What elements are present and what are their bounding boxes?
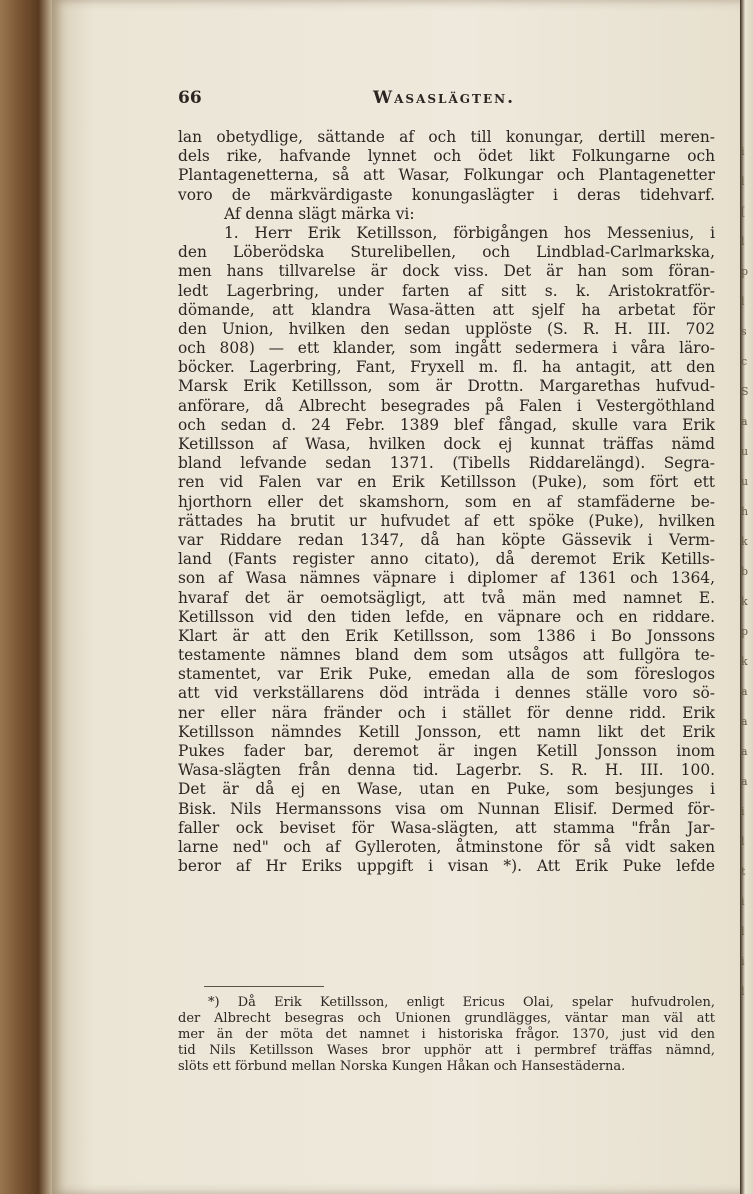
text-line: Bisk. Nils Hermanssons visa om Nunnan Elisif. Dermed för- bbox=[178, 799, 715, 818]
book-spine bbox=[0, 0, 55, 1194]
text-line: beror af Hr Eriks uppgift i visan *). Att Erik Puke lefde bbox=[178, 857, 715, 876]
edge-letter: l bbox=[741, 835, 745, 848]
text-line: Wasa-slägten från denna tid. Lagerbr. S. R. H. III. 100. bbox=[178, 761, 715, 780]
text-line: ren vid Falen var en Erik Ketillsson (Puke), som fört ett bbox=[178, 473, 715, 492]
text-line: Klart är att den Erik Ketillsson, som 1386 i Bo Jonssons bbox=[178, 626, 715, 645]
main-text bbox=[178, 128, 715, 876]
text-line: land (Fants register anno citato), då deremot Erik Ketills- bbox=[178, 550, 715, 569]
footnote-rule bbox=[204, 986, 324, 987]
edge-letter: a bbox=[741, 415, 748, 428]
edge-letter: b bbox=[741, 565, 749, 578]
edge-letter: S bbox=[741, 385, 749, 398]
edge-letter: p bbox=[741, 265, 749, 278]
text-line: dels rike, hafvande lynnet och ödet likt Folkungarne och bbox=[178, 147, 715, 166]
edge-letter: a bbox=[741, 745, 748, 758]
edge-letter: i bbox=[741, 955, 745, 968]
text-line: och 808) — ett klander, som ingått sedermera i våra läro- bbox=[178, 339, 715, 358]
edge-letter: l bbox=[741, 985, 745, 998]
text-line: Pukes fader bar, deremot är ingen Ketill Jonsson inom bbox=[178, 742, 715, 760]
edge-letter: i bbox=[741, 805, 745, 818]
text-line: testamente nämnes bland dem som utsågos att fullgöra te- bbox=[178, 646, 715, 665]
edge-letter: p bbox=[741, 625, 749, 638]
text-line: larne ned" och af Gylleroten, åtminstone för så vidt saken bbox=[178, 837, 715, 856]
footnote bbox=[178, 995, 715, 1075]
text-line: anförare, då Albrecht besegrades på Falen i Vestergöthland bbox=[178, 396, 715, 415]
text-line: Marsk Erik Ketillsson, som är Drottn. Margarethas hufvud- bbox=[178, 377, 715, 396]
text-line: var Riddare redan 1347, då han köpte Gässevik i Verm- bbox=[178, 530, 715, 549]
text-line: att vid verkställarens död inträda i dennes ställe voro sö- bbox=[178, 684, 715, 703]
edge-letter: u bbox=[741, 475, 749, 488]
text-line: den Union, hvilken den sedan upplöste (S. R. H. III. 702 bbox=[178, 319, 715, 338]
edge-letter: a bbox=[741, 685, 748, 698]
text-line: hvaraf det är oemotsägligt, att två män med namnet E. bbox=[178, 588, 715, 607]
edge-letter: l bbox=[741, 925, 745, 938]
footnote-line: der Albrecht besegras och Unionen grundlägges, väntar man väl att bbox=[178, 1011, 715, 1026]
text-line: Ketillsson vid den tiden lefde, en väpnare och en riddare. bbox=[178, 607, 715, 626]
footnote-line: mer än der möta det namnet i historiska frågor. 1370, just vid den bbox=[178, 1027, 715, 1042]
text-line: Ketillsson af Wasa, hvilken dock ej kunnat träffas nämd bbox=[178, 435, 715, 453]
text-line: bland lefvande sedan 1371. (Tibells Riddarelängd). Segra- bbox=[178, 454, 715, 473]
text-line: 1. Herr Erik Ketillsson, förbigången hos Messenius, i bbox=[224, 223, 715, 242]
text-line: Plantagenetterna, så att Wasar, Folkungar och Plantagenetter bbox=[178, 166, 715, 185]
edge-letter: [ bbox=[741, 205, 746, 218]
footnote-line: *) Då Erik Ketillsson, enligt Ericus Olai, spelar hufvudrolen, bbox=[208, 995, 715, 1010]
page-header bbox=[178, 88, 738, 112]
text-line: den Löberödska Sturelibellen, och Lindblad-Carlmarkska, bbox=[178, 243, 715, 262]
text-line: faller ock beviset för Wasa-slägten, att stamma "från Jar- bbox=[178, 818, 715, 837]
text-line: böcker. Lagerbring, Fant, Fryxell m. fl. ha antagit, att den bbox=[178, 358, 715, 377]
text-line: men hans tillvarelse är dock viss. Det är han som föran- bbox=[178, 262, 715, 281]
footnote-line: tid Nils Ketillsson Wases bror upphör att i permbref träffas nämnd, bbox=[178, 1043, 715, 1058]
edge-letter: h bbox=[741, 505, 749, 518]
edge-letter: l bbox=[741, 295, 745, 308]
edge-letter: l bbox=[741, 175, 745, 188]
text-line: hjorthorn eller det skamshorn, som en af stamfäderne be- bbox=[178, 492, 715, 511]
footnote-line: slöts ett förbund mellan Norska Kungen Håkan och Hansestäderna. bbox=[178, 1059, 626, 1074]
text-line: ner eller nära fränder och i stället för denne ridd. Erik bbox=[178, 703, 715, 722]
edge-letter: t bbox=[741, 865, 746, 878]
edge-letter: k bbox=[741, 535, 748, 548]
text-line: och sedan d. 24 Febr. 1389 blef fångad, skulle vara Erik bbox=[178, 415, 715, 434]
edge-letter: l bbox=[741, 235, 745, 248]
edge-letter: u bbox=[741, 445, 749, 458]
edge-letter: k bbox=[741, 655, 748, 668]
text-line: ledt Lagerbring, under farten af sitt s. k. Aristokratför- bbox=[178, 281, 715, 300]
text-line: Det är då ej en Wase, utan en Puke, som besjunges i bbox=[178, 780, 715, 799]
page-number: 66 bbox=[178, 88, 202, 108]
text-line: lan obetydlige, sättande af och till konungar, dertill meren- bbox=[178, 128, 715, 146]
edge-letter: a bbox=[741, 715, 748, 728]
text-line: dömande, att klandra Wasa-ätten att sjelf ha arbetat för bbox=[178, 300, 715, 319]
text-line: stamentet, var Erik Puke, emedan alla de som föreslogos bbox=[178, 665, 715, 684]
text-line: Af denna slägt märka vi: bbox=[224, 204, 415, 223]
edge-letter: i bbox=[741, 895, 745, 908]
text-line: rättades ha brutit ur hufvudet af ett spöke (Puke), hvilken bbox=[178, 511, 715, 530]
edge-letter: c bbox=[741, 355, 748, 368]
running-head: Wasaslägten. bbox=[373, 88, 516, 108]
edge-letter: a bbox=[741, 775, 748, 788]
edge-letter: s bbox=[741, 325, 747, 338]
edge-letter: k bbox=[741, 595, 748, 608]
text-line: son af Wasa nämnes väpnare i diplomer af 1361 och 1364, bbox=[178, 569, 715, 588]
text-line: Ketillsson nämndes Ketill Jonsson, ett namn likt det Erik bbox=[178, 722, 715, 741]
edge-letter: i bbox=[741, 145, 745, 158]
text-line: voro de märkvärdigaste konungaslägter i deras tidehvarf. bbox=[178, 185, 715, 204]
